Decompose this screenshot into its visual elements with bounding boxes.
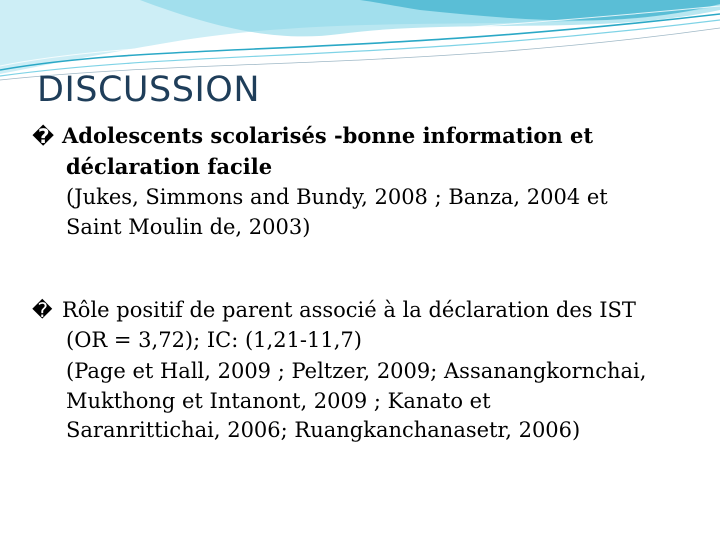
bullet-citation-line: (Jukes, Simmons and Bundy, 2008 ; Banza, 2004 et (66, 185, 608, 209)
bullet-glyph: � (32, 298, 53, 322)
bullet-citation-line: Saranrittichai, 2006; Ruangkanchanasetr, 2006) (66, 418, 581, 442)
bullet-citation-line: Saint Moulin de, 2003) (66, 214, 311, 239)
bullet-glyph: � (32, 124, 55, 148)
bullet-heading-line (32, 296, 692, 326)
slide-title: DISCUSSION (37, 70, 261, 110)
bullet-heading-line: déclaration facile (66, 153, 273, 179)
bullet-citation-line: Mukthong et Intanont, 2009 ; Kanato et (66, 388, 491, 413)
bullet-heading-text: Adolescents scolarisés -bonne information et (62, 123, 594, 148)
bullet-parental-role (32, 296, 692, 446)
bullet-heading-text: Rôle positif de parent associé à la déclaration des IST (62, 298, 636, 322)
bullet-heading-line: (OR = 3,72); IC: (1,21-11,7) (66, 327, 362, 352)
bullet-adolescents (32, 121, 692, 242)
bullet-citation-line: (Page et Hall, 2009 ; Peltzer, 2009; Assanangkornchai, (66, 359, 647, 383)
bullet-heading-line (32, 121, 692, 152)
